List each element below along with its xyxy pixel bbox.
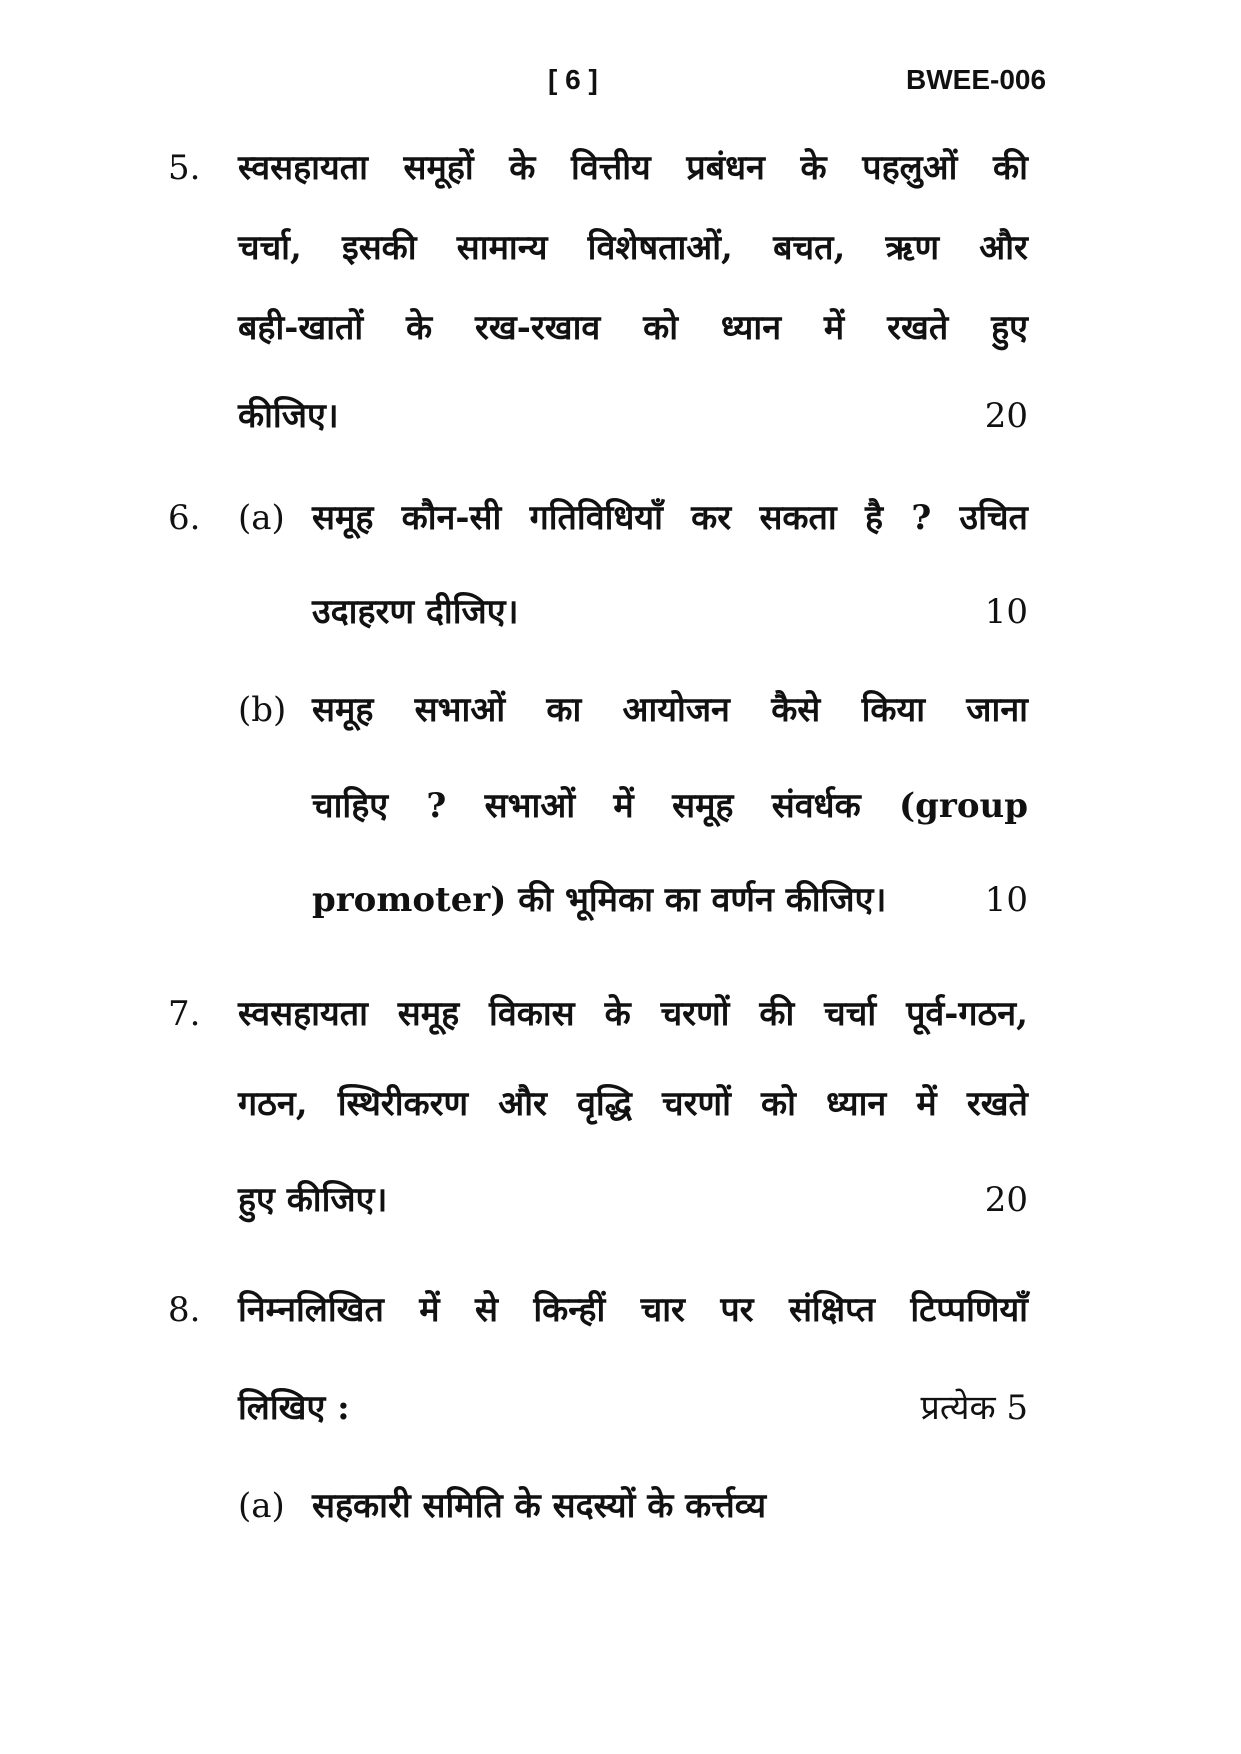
word: के [509, 148, 536, 188]
word: में [823, 308, 845, 348]
word: स्थिरीकरण [337, 1084, 469, 1124]
word: समूह [672, 786, 734, 826]
word: है [865, 498, 884, 538]
word: चरणों [660, 994, 730, 1034]
word: सकता [759, 498, 837, 538]
word: (group [899, 786, 1028, 826]
word: के [800, 148, 827, 188]
word: समूह [312, 498, 374, 538]
question-line [238, 146, 1028, 190]
word: कौन-सी [401, 498, 502, 538]
word: को [643, 308, 679, 348]
word: इसकी [342, 228, 417, 268]
word: सभाओं [484, 786, 576, 826]
word: की [993, 148, 1028, 188]
part-label: (b) [238, 690, 287, 730]
word: वृद्धि [577, 1084, 632, 1124]
word: पूर्व-गठन, [906, 994, 1028, 1034]
word: संवर्धक [771, 786, 861, 826]
question-line: promoter) की भूमिका का वर्णन कीजिए। [312, 880, 887, 920]
word: पहलुओं [862, 148, 958, 188]
word: स्वसहायता [238, 994, 368, 1034]
word: किया [861, 690, 926, 730]
word: रखते [887, 308, 949, 348]
marks: प्रत्येक 5 [920, 1388, 1028, 1428]
word: और [979, 228, 1028, 268]
word: समूह [312, 690, 374, 730]
word: का [546, 690, 582, 730]
part-label: (a) [238, 1486, 285, 1526]
marks: 10 [984, 880, 1028, 920]
word: किन्हीं [533, 1290, 606, 1330]
word: और [498, 1084, 547, 1124]
word: हुए [991, 308, 1028, 348]
word: कैसे [771, 690, 821, 730]
word: रख-रखाव [475, 308, 601, 348]
marks: 10 [984, 592, 1028, 632]
question-number: 6. [168, 498, 201, 538]
question-number: 8. [168, 1290, 201, 1330]
word: चर्चा, [238, 228, 302, 268]
page-number: [ 6 ] [548, 64, 598, 95]
word: गठन, [238, 1084, 308, 1124]
question-line [238, 306, 1028, 350]
word: आयोजन [622, 690, 730, 730]
question-line: लिखिए : [238, 1388, 350, 1428]
word: ? [426, 786, 447, 826]
word: गतिविधियाँ [529, 498, 663, 538]
word: टिप्पणियाँ [910, 1290, 1028, 1330]
word: चर्चा [824, 994, 877, 1034]
question-line: सहकारी समिति के सदस्यों के कर्त्तव्य [312, 1486, 767, 1526]
part-label: (a) [238, 498, 285, 538]
word: सभाओं [414, 690, 506, 730]
word: स्वसहायता [238, 148, 368, 188]
question-line [312, 496, 1028, 540]
word: चार [640, 1290, 685, 1330]
marks: 20 [984, 1180, 1028, 1220]
word: समूह [397, 994, 460, 1034]
paper-code: BWEE-006 [906, 64, 1047, 95]
question-line [238, 1288, 1028, 1332]
word: को [761, 1084, 796, 1124]
question-line: हुए कीजिए। [238, 1180, 388, 1220]
word: चाहिए [312, 786, 389, 826]
question-line [312, 688, 1028, 732]
word: ध्यान [826, 1084, 887, 1124]
word: के [406, 308, 433, 348]
word: में [916, 1084, 937, 1124]
word: की [759, 994, 795, 1034]
question-number: 5. [168, 148, 201, 188]
word: संक्षिप्त [788, 1290, 875, 1330]
word: वित्तीय [571, 148, 651, 188]
question-line [238, 1082, 1028, 1126]
word: उचित [959, 498, 1028, 538]
word: प्रबंधन [686, 148, 765, 188]
word: बही-खातों [238, 308, 364, 348]
word: में [419, 1290, 440, 1330]
word: समूहों [403, 148, 474, 188]
word: ? [911, 498, 932, 538]
word: कर [691, 498, 732, 538]
question-line [238, 226, 1028, 270]
word: सामान्य [456, 228, 548, 268]
word: चरणों [662, 1084, 731, 1124]
word: निम्नलिखित [238, 1290, 384, 1330]
word: विशेषताओं, [587, 228, 733, 268]
word: ऋण [885, 228, 940, 268]
marks: 20 [984, 396, 1028, 436]
word: में [613, 786, 634, 826]
question-number: 7. [168, 994, 201, 1034]
word: के [604, 994, 631, 1034]
word: पर [720, 1290, 754, 1330]
question-line [312, 784, 1028, 828]
word: बचत, [773, 228, 846, 268]
question-line: कीजिए। [238, 396, 339, 436]
word: से [474, 1290, 498, 1330]
word: रखते [966, 1084, 1028, 1124]
question-line: उदाहरण दीजिए। [312, 592, 519, 632]
word: जाना [966, 690, 1028, 730]
word: ध्यान [720, 308, 782, 348]
question-line [238, 992, 1028, 1036]
word: विकास [489, 994, 575, 1034]
